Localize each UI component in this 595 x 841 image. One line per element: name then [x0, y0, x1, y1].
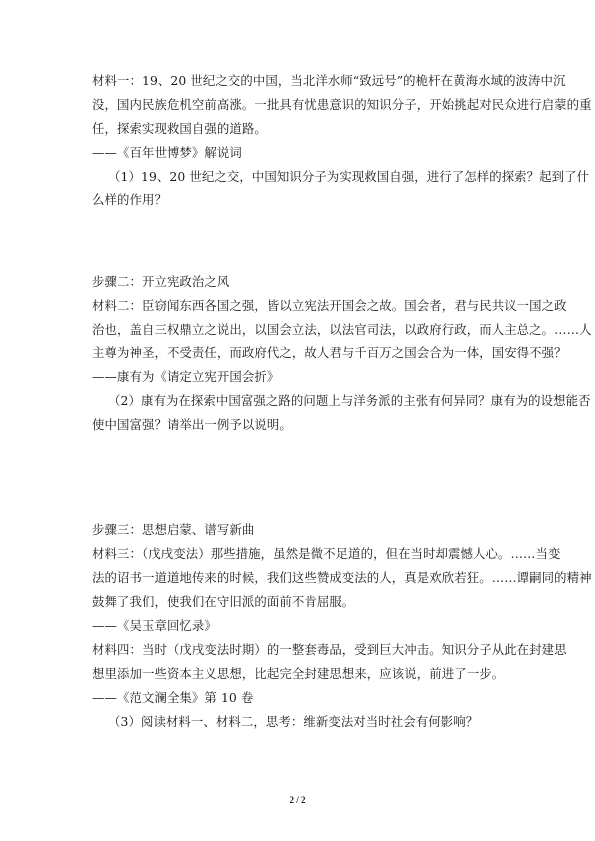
material-3-source: ——《吴玉章回忆录》 — [92, 618, 217, 633]
step-2-title: 步骤二：开立宪政治之风 — [92, 274, 230, 289]
material-2-line-2: 治也，盖自三权鼎立之说出，以国会立法，以法官司法，以政府行政，而人主总之。……人 — [92, 322, 592, 337]
material-4-line-1: 材料四：当时（戊戌变法时期）的一整套毒品，受到巨大冲击。知识分子从此在封建思 — [92, 642, 567, 657]
material-2-source: ——康有为《请定立宪开国会折》 — [92, 369, 280, 384]
material-2-line-1: 材料二：臣窃闻东西各国之强，皆以立宪法开国会之故。国会者，君与民共议一国之政 — [92, 298, 567, 313]
material-1-line-1: 材料一：19、20 世纪之交的中国，当北洋水师“致远号”的桅杆在黄海水域的波涛中沉 — [92, 73, 566, 88]
question-2-line-1: （2）康有为在探索中国富强之路的问题上与洋务派的主张有何异同？康有为的设想能否 — [108, 393, 591, 408]
material-3-line-1: 材料三：（戊戌变法）那些措施，虽然是微不足道的，但在当时却震憾人心。……当变 — [92, 546, 561, 561]
material-4-line-2: 想里添加一些资本主义思想，比起完全封建思想来，应该说，前进了一步。 — [92, 666, 505, 681]
question-1-line-1: （1）19、20 世纪之交，中国知识分子为实现救国自强，进行了怎样的探索？起到了什 — [108, 169, 590, 184]
material-4-source: ——《范文澜全集》第 10 卷 — [92, 690, 254, 705]
material-3-line-3: 鼓舞了我们，使我们在守旧派的面前不肯屈服。 — [92, 594, 355, 609]
page-number: 2 / 2 — [289, 795, 306, 805]
material-1-line-2: 没，国内民族危机空前高涨。一批具有忧患意识的知识分子，开始挑起对民众进行启蒙的重 — [92, 97, 592, 112]
question-3-line-1: （3）阅读材料一、材料二，思考：维新变法对当时社会有何影响？ — [108, 714, 479, 729]
question-2-line-2: 使中国富强？请举出一例予以说明。 — [92, 417, 292, 432]
question-1-line-2: 么样的作用？ — [92, 192, 167, 207]
material-2-line-3: 主尊为神圣，不受责任，而政府代之，故人君与千百万之国会合为一体，国安得不强？ — [92, 345, 567, 360]
step-3-title: 步骤三：思想启蒙、谱写新曲 — [92, 522, 255, 537]
material-1-source: ——《百年世博梦》解说词 — [92, 145, 242, 160]
material-1-line-3: 任，探索实现救国自强的道路。 — [92, 121, 267, 136]
material-3-line-2: 法的诏书一道道地传来的时候，我们这些赞成变法的人，真是欢欣若狂。……谭嗣同的精神 — [92, 570, 592, 585]
